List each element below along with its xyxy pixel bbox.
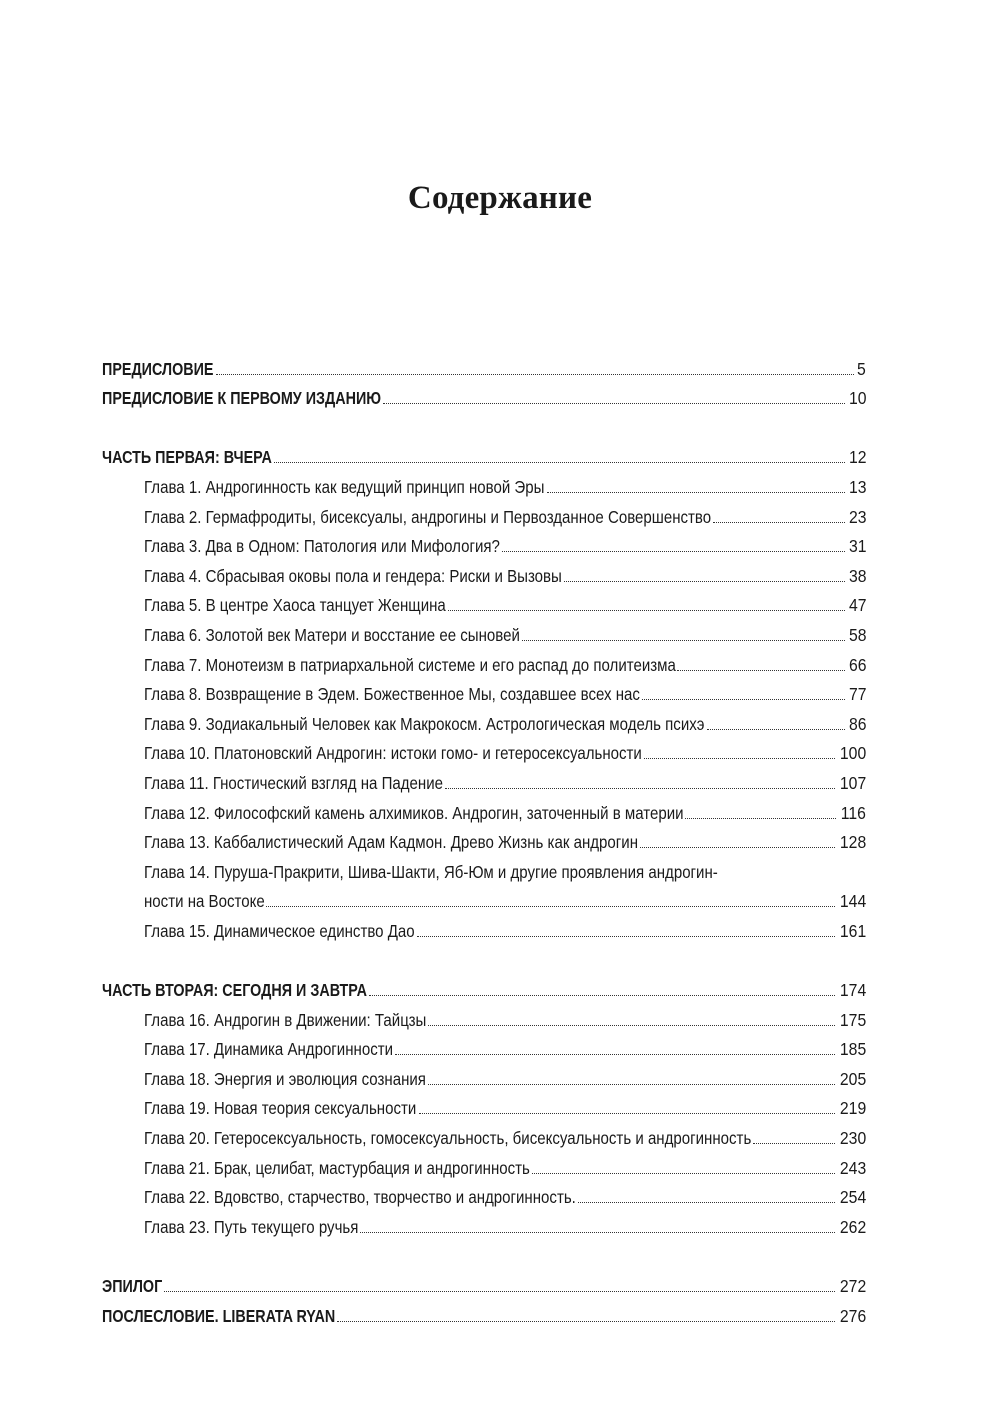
dot-leader	[547, 492, 845, 493]
toc-entry-epilogue[interactable]	[102, 1266, 866, 1296]
toc-entry-page: 144	[839, 891, 866, 912]
toc-entry-chapter[interactable]	[102, 763, 866, 793]
toc-entry-page: 219	[839, 1098, 866, 1119]
toc-entry-label: ПРЕДИСЛОВИЕ	[102, 358, 214, 379]
toc-entry-preface[interactable]	[102, 349, 866, 379]
toc-entry-label: Глава 21. Брак, целибат, мастурбация и андрогинность	[144, 1157, 530, 1178]
toc-entry-label: Глава 10. Платоновский Андрогин: истоки гомо- и гетеросексуальности	[144, 743, 642, 764]
toc-entry-page: 175	[839, 1009, 866, 1030]
toc-entry-label: Глава 7. Монотеизм в патриархальной системе и его распад до политеизма	[144, 654, 676, 675]
toc-entry-label: Глава 13. Каббалистический Адам Кадмон. Древо Жизнь как андрогин	[144, 832, 639, 853]
dot-leader	[644, 758, 835, 759]
toc-entry-label: Глава 22. Вдовство, старчество, творчество и андрогинность.	[144, 1187, 576, 1208]
dot-leader	[532, 1173, 835, 1174]
toc-entry-page: 262	[839, 1216, 866, 1237]
dot-leader	[578, 1202, 835, 1203]
dot-leader	[445, 788, 835, 789]
toc-entry-chapter[interactable]	[102, 586, 866, 616]
dot-leader	[640, 847, 835, 848]
toc-entry-chapter[interactable]	[102, 1207, 866, 1237]
toc-entry-chapter[interactable]	[102, 1118, 866, 1148]
toc-entry-page: 116	[840, 802, 866, 823]
toc-entry-chapter[interactable]	[102, 1089, 866, 1119]
toc-entry-chapter[interactable]	[102, 645, 866, 675]
toc-entry-part-one[interactable]	[102, 438, 866, 468]
toc-entry-page: 161	[839, 920, 866, 941]
toc-entry-label: Глава 1. Андрогинность как ведущий принцип новой Эры	[144, 476, 545, 497]
toc-entry-label: Глава 19. Новая теория сексуальности	[144, 1098, 417, 1119]
table-of-contents	[102, 349, 866, 1326]
dot-leader	[417, 936, 835, 937]
toc-entry-page: 107	[839, 772, 866, 793]
toc-entry-chapter[interactable]	[102, 675, 866, 705]
dot-leader	[564, 581, 845, 582]
toc-entry-chapter[interactable]	[102, 793, 866, 823]
dot-leader	[383, 403, 845, 404]
toc-entry-chapter[interactable]	[102, 704, 866, 734]
toc-entry-chapter[interactable]	[102, 823, 866, 853]
spacer	[102, 1237, 866, 1267]
dot-leader	[707, 729, 845, 730]
toc-entry-page: 243	[839, 1157, 866, 1178]
dot-leader	[266, 906, 834, 907]
toc-entry-label: Глава 20. Гетеросексуальность, гомосексуальность, бисексуальность и андрогинность	[144, 1128, 752, 1149]
toc-entry-chapter[interactable]	[102, 1000, 866, 1030]
dot-leader	[274, 462, 845, 463]
toc-entry-label: Глава 17. Динамика Андрогинности	[144, 1039, 394, 1060]
dot-leader	[369, 995, 835, 996]
toc-entry-chapter[interactable]	[102, 911, 866, 941]
toc-entry-chapter[interactable]	[102, 467, 866, 497]
toc-entry-label: Глава 15. Динамическое единство Дао	[144, 920, 415, 941]
toc-entry-page: 205	[839, 1068, 866, 1089]
dot-leader	[428, 1084, 835, 1085]
spacer	[102, 408, 866, 438]
toc-entry-label: Глава 9. Зодиакальный Человек как Макрокосм. Астрологическая модель психэ	[144, 713, 705, 734]
toc-entry-page: 13	[848, 476, 866, 497]
toc-entry-label: ПОСЛЕСЛОВИЕ. LIBERATA RYAN	[102, 1305, 336, 1326]
dot-leader	[419, 1113, 835, 1114]
toc-entry-part-two[interactable]	[102, 970, 866, 1000]
toc-entry-chapter[interactable]	[102, 556, 866, 586]
toc-entry-label: Глава 12. Философский камень алхимиков. Андрогин, заточенный в материи	[144, 802, 684, 823]
toc-entry-page: 58	[848, 624, 866, 645]
toc-entry-page: 272	[839, 1276, 866, 1296]
toc-entry-page: 38	[848, 565, 866, 586]
dot-leader	[448, 610, 845, 611]
toc-entry-chapter[interactable]	[102, 497, 866, 527]
dot-leader	[164, 1291, 835, 1292]
toc-entry-chapter[interactable]	[102, 1059, 866, 1089]
dot-leader	[360, 1232, 835, 1233]
toc-entry-label: Глава 16. Андрогин в Движении: Тайцзы	[144, 1009, 427, 1030]
toc-entry-chapter[interactable]	[102, 1178, 866, 1208]
toc-entry-label: Глава 3. Два в Одном: Патология или Мифология?	[144, 536, 500, 557]
dot-leader	[502, 551, 845, 552]
toc-entry-chapter[interactable]	[102, 734, 866, 764]
toc-entry-label: ПРЕДИСЛОВИЕ К ПЕРВОМУ ИЗДАНИЮ	[102, 388, 382, 409]
dot-leader	[522, 640, 845, 641]
toc-entry-page: 12	[848, 447, 866, 468]
toc-entry-page: 230	[839, 1128, 866, 1149]
toc-entry-page: 185	[839, 1039, 866, 1060]
toc-entry-page: 47	[848, 595, 866, 616]
dot-leader	[677, 670, 844, 671]
toc-entry-label: Глава 18. Энергия и эволюция сознания	[144, 1068, 426, 1089]
dot-leader	[685, 818, 836, 819]
toc-entry-page: 66	[848, 654, 866, 675]
toc-entry-page: 31	[848, 536, 866, 557]
toc-entry-label: Глава 2. Гермафродиты, бисексуалы, андрогины и Первозданное Совершенство	[144, 506, 712, 527]
dot-leader	[216, 374, 855, 375]
toc-entry-label-continuation: ности на Востоке	[144, 891, 265, 912]
toc-entry-chapter-continuation[interactable]	[102, 882, 866, 912]
toc-entry-first-edition-preface[interactable]	[102, 379, 866, 409]
toc-entry-page: 100	[839, 743, 866, 764]
toc-entry-label: Глава 11. Гностический взгляд на Падение	[144, 772, 444, 793]
dot-leader	[428, 1025, 835, 1026]
toc-entry-label: Глава 6. Золотой век Матери и восстание ее сыновей	[144, 624, 520, 645]
toc-entry-page: 86	[848, 713, 866, 734]
toc-entry-page: 10	[848, 388, 866, 409]
toc-entry-page: 5	[857, 358, 866, 379]
spacer	[102, 941, 866, 971]
dot-leader	[642, 699, 844, 700]
toc-entry-chapter[interactable]	[102, 527, 866, 557]
toc-entry-chapter[interactable]	[102, 852, 866, 882]
toc-entry-chapter[interactable]	[102, 1030, 866, 1060]
toc-entry-page: 77	[848, 684, 866, 705]
page-title: Содержание	[407, 180, 593, 217]
toc-entry-label: Глава 8. Возвращение в Эдем. Божественное Мы, создавшее всех нас	[144, 684, 640, 705]
toc-entry-label: ЧАСТЬ ПЕРВАЯ: ВЧЕРА	[102, 447, 272, 468]
toc-entry-afterword[interactable]	[102, 1296, 866, 1326]
toc-entry-chapter[interactable]	[102, 615, 866, 645]
toc-entry-page: 128	[839, 832, 866, 853]
dot-leader	[395, 1054, 834, 1055]
part-one-chapter-list	[102, 467, 866, 941]
part-two-chapter-list	[102, 1000, 866, 1237]
dot-leader	[753, 1143, 835, 1144]
toc-entry-label: Глава 4. Сбрасывая оковы пола и гендера: Риски и Вызовы	[144, 565, 562, 586]
toc-entry-page: 254	[839, 1187, 866, 1208]
toc-entry-label: ЭПИЛОГ	[102, 1276, 163, 1296]
toc-entry-label: ЧАСТЬ ВТОРАЯ: СЕГОДНЯ И ЗАВТРА	[102, 980, 367, 1001]
toc-entry-page: 23	[848, 506, 866, 527]
toc-entry-label: Глава 5. В центре Хаоса танцует Женщина	[144, 595, 446, 616]
toc-entry-chapter[interactable]	[102, 1148, 866, 1178]
toc-entry-label: Глава 14. Пуруша-Пракрити, Шива-Шакти, Яб-Юм и другие проявления андрогин-	[144, 861, 718, 882]
toc-entry-page: 174	[839, 980, 866, 1001]
dot-leader	[713, 522, 845, 523]
toc-entry-page: 276	[839, 1305, 866, 1326]
dot-leader	[337, 1321, 835, 1322]
toc-entry-label: Глава 23. Путь текущего ручья	[144, 1216, 359, 1237]
